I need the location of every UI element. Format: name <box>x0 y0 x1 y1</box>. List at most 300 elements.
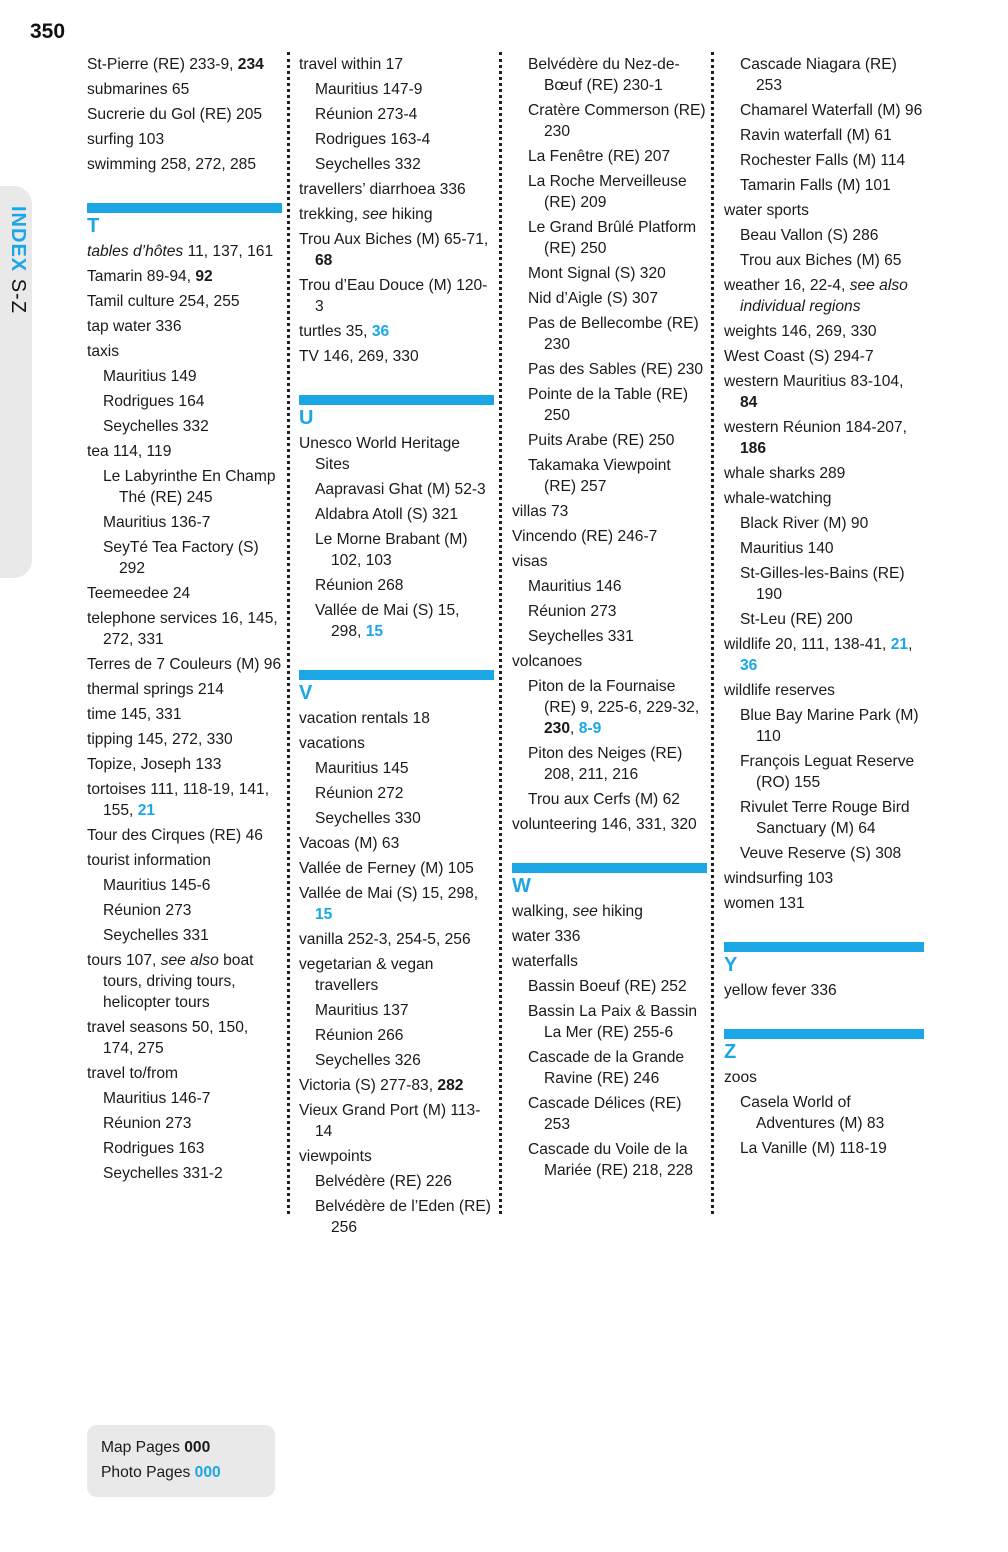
index-entry <box>87 77 282 102</box>
entry-text: Mauritius 146 <box>528 578 622 595</box>
entry-text: Rivulet Terre Rouge Bird Sanctuary (M) 64 <box>740 799 910 837</box>
index-entry <box>724 866 924 891</box>
entry-text: submarines 65 <box>87 81 190 98</box>
index-column-4 <box>724 52 924 1161</box>
heading-bar <box>724 942 924 952</box>
map-page-ref: 68 <box>315 252 333 269</box>
index-entry <box>299 344 494 369</box>
index-subentry <box>299 527 494 573</box>
index-entry <box>87 102 282 127</box>
entry-text: Trou aux Cerfs (M) 62 <box>528 791 680 808</box>
index-entry <box>299 431 494 477</box>
index-entry <box>299 927 494 952</box>
index-subentry <box>299 1169 494 1194</box>
map-page-ref: 234 <box>237 56 264 73</box>
entry-text: tables d’hôtes <box>87 243 184 260</box>
photo-page-ref: 21 <box>137 802 156 819</box>
index-subentry <box>724 98 924 123</box>
column-divider <box>499 52 502 1214</box>
index-entry <box>87 677 282 702</box>
entry-text: West Coast (S) 294-7 <box>724 348 874 365</box>
entry-text: weather 16, 22-4, <box>724 277 850 294</box>
photo-page-ref: 15 <box>365 623 384 640</box>
index-entry <box>87 52 282 77</box>
entry-text: walking, <box>512 903 573 920</box>
index-entry <box>87 848 282 873</box>
index-entry <box>512 499 707 524</box>
entry-text: turtles 35, <box>299 323 372 340</box>
heading-bar <box>724 1029 924 1039</box>
index-entry <box>724 978 924 1003</box>
index-subentry <box>724 536 924 561</box>
index-entry <box>724 1065 924 1090</box>
entry-text: Rodrigues 163-4 <box>315 131 431 148</box>
entry-text: villas 73 <box>512 503 569 520</box>
entry-text: whale sharks 289 <box>724 465 846 482</box>
entry-text: Mauritius 145-6 <box>103 877 211 894</box>
index-subentry <box>299 77 494 102</box>
entry-text: Unesco World Heritage Sites <box>299 435 460 473</box>
entry-text: Le Morne Brabant (M) 102, 103 <box>315 531 468 569</box>
index-entry <box>87 439 282 464</box>
index-subentry <box>724 561 924 607</box>
entry-text: Tamil culture 254, 255 <box>87 293 240 310</box>
entry-text: Réunion 268 <box>315 577 404 594</box>
entry-text: hiking <box>597 903 643 920</box>
index-subentry <box>512 574 707 599</box>
entry-text: whale-watching <box>724 490 832 507</box>
heading-bar <box>299 670 494 680</box>
entry-text: Vallée de Mai (S) 15, 298, <box>315 602 460 640</box>
index-subentry <box>512 98 707 144</box>
index-entry <box>724 461 924 486</box>
index-entry <box>512 924 707 949</box>
entry-text: tourist information <box>87 852 211 869</box>
index-subentry <box>724 1090 924 1136</box>
index-subentry <box>512 52 707 98</box>
entry-text: La Roche Merveilleuse (RE) 209 <box>528 173 687 211</box>
index-subentry <box>87 1111 282 1136</box>
index-subentry <box>724 173 924 198</box>
index-column-1 <box>87 52 282 1186</box>
section-label <box>6 206 29 314</box>
index-entry <box>87 727 282 752</box>
index-subentry <box>87 414 282 439</box>
heading-letter: W <box>512 875 531 897</box>
entry-text: see <box>362 206 388 223</box>
index-entry <box>87 239 282 264</box>
index-entry <box>87 152 282 177</box>
page-legend <box>87 1425 275 1497</box>
index-entry <box>299 856 494 881</box>
entry-text: Black River (M) 90 <box>740 515 869 532</box>
heading-bar <box>512 863 707 873</box>
entry-text: Takamaka Viewpoint (RE) 257 <box>528 457 671 495</box>
entry-text: Beau Vallon (S) 286 <box>740 227 879 244</box>
index-entry <box>512 812 707 837</box>
entry-text: Topize, Joseph 133 <box>87 756 222 773</box>
index-subentry <box>512 144 707 169</box>
index-entry <box>724 344 924 369</box>
index-subentry <box>512 674 707 741</box>
index-entry <box>299 202 494 227</box>
index-entry <box>724 369 924 415</box>
map-page-ref: 282 <box>437 1077 464 1094</box>
index-subentry <box>299 102 494 127</box>
column-divider <box>287 52 290 1214</box>
entry-text: vacations <box>299 735 365 752</box>
index-subentry <box>299 477 494 502</box>
index-subentry <box>512 999 707 1045</box>
entry-text: 11, 137, 161 <box>183 243 274 260</box>
index-subentry <box>299 598 494 644</box>
index-entry <box>299 706 494 731</box>
index-subentry <box>512 599 707 624</box>
letter-heading <box>724 942 924 978</box>
entry-text: volcanoes <box>512 653 583 670</box>
entry-text: Le Grand Brûlé Platform (RE) 250 <box>528 219 697 257</box>
entry-text: see also <box>160 952 219 969</box>
entry-text: Nid d’Aigle (S) 307 <box>528 290 659 307</box>
index-subentry <box>724 52 924 98</box>
index-subentry <box>299 127 494 152</box>
index-subentry <box>512 1137 707 1183</box>
entry-text: Chamarel Waterfall (M) 96 <box>740 102 923 119</box>
letter-heading <box>299 395 494 431</box>
entry-text: Réunion 273 <box>528 603 617 620</box>
index-subentry <box>512 1045 707 1091</box>
entry-text: Aapravasi Ghat (M) 52-3 <box>315 481 486 498</box>
index-subentry <box>512 787 707 812</box>
entry-text: Seychelles 331-2 <box>103 1165 223 1182</box>
index-entry <box>724 415 924 461</box>
entry-text: weights 146, 269, 330 <box>724 323 877 340</box>
map-page-ref: 230 <box>544 720 571 737</box>
index-entry <box>512 549 707 574</box>
index-subentry <box>512 741 707 787</box>
entry-text: Mauritius 136-7 <box>103 514 211 531</box>
entry-text: Réunion 273 <box>103 1115 192 1132</box>
index-entry <box>87 606 282 652</box>
entry-text: wildlife 20, 111, 138-41, <box>724 636 891 653</box>
index-subentry <box>512 624 707 649</box>
index-subentry <box>87 464 282 510</box>
entry-text: surfing 103 <box>87 131 165 148</box>
index-subentry <box>87 1161 282 1186</box>
entry-text: boat tours, driving tours, helicopter tours <box>103 952 254 1011</box>
index-entry <box>299 952 494 998</box>
heading-bar <box>299 395 494 405</box>
index-subentry <box>87 510 282 535</box>
index-subentry <box>299 806 494 831</box>
entry-text: Rodrigues 164 <box>103 393 205 410</box>
entry-text: Seychelles 330 <box>315 810 421 827</box>
index-entry <box>512 524 707 549</box>
entry-text: Mont Signal (S) 320 <box>528 265 666 282</box>
index-subentry <box>512 453 707 499</box>
entry-text: Trou Aux Biches (M) 65-71, <box>299 231 489 248</box>
entry-text: hiking <box>387 206 433 223</box>
entry-text: Le Labyrinthe En Champ Thé (RE) 245 <box>103 468 276 506</box>
index-subentry <box>724 1136 924 1161</box>
entry-text: Pas des Sables (RE) 230 <box>528 361 704 378</box>
index-subentry <box>512 428 707 453</box>
letter-heading <box>512 863 707 899</box>
entry-text: Belvédère de l’Eden (RE) 256 <box>315 1198 491 1236</box>
entry-text: Belvédère du Nez-de-Bœuf (RE) 230-1 <box>528 56 680 94</box>
entry-text: Piton des Neiges (RE) 208, 211, 216 <box>528 745 683 783</box>
entry-text: Blue Bay Marine Park (M) 110 <box>740 707 919 745</box>
index-entry <box>299 177 494 202</box>
entry-text: telephone services 16, 145, 272, 331 <box>87 610 278 648</box>
index-subentry <box>299 502 494 527</box>
map-page-ref: 186 <box>740 440 767 457</box>
index-subentry <box>87 389 282 414</box>
index-entry <box>87 1015 282 1061</box>
index-subentry <box>512 357 707 382</box>
entry-text: Cascade Niagara (RE) 253 <box>740 56 897 94</box>
legend-photo-pages: Photo Pages 000 <box>101 1464 221 1481</box>
photo-page-ref: 8-9 <box>578 720 602 737</box>
heading-bar <box>87 203 282 213</box>
entry-text: Mauritius 147-9 <box>315 81 423 98</box>
index-subentry <box>724 841 924 866</box>
section-range: S-Z <box>7 278 29 314</box>
index-entry <box>87 289 282 314</box>
index-subentry <box>87 535 282 581</box>
index-entry <box>299 881 494 927</box>
index-subentry <box>512 169 707 215</box>
index-subentry <box>512 261 707 286</box>
index-subentry <box>724 749 924 795</box>
index-subentry <box>512 286 707 311</box>
index-subentry <box>87 1086 282 1111</box>
index-entry <box>87 702 282 727</box>
entry-text: Mauritius 140 <box>740 540 834 557</box>
index-entry <box>299 1073 494 1098</box>
entry-text: yellow fever 336 <box>724 982 837 999</box>
entry-text: Tamarin Falls (M) 101 <box>740 177 891 194</box>
index-entry <box>724 198 924 223</box>
entry-text: travellers’ diarrhoea 336 <box>299 181 466 198</box>
entry-text: Seychelles 332 <box>103 418 209 435</box>
entry-text: Bassin Boeuf (RE) 252 <box>528 978 687 995</box>
entry-text: Bassin La Paix & Bassin La Mer (RE) 255-6 <box>528 1003 698 1041</box>
index-entry <box>299 831 494 856</box>
column-divider <box>711 52 714 1214</box>
entry-text: Trou aux Biches (M) 65 <box>740 252 902 269</box>
index-entry <box>87 752 282 777</box>
index-subentry <box>512 974 707 999</box>
index-subentry <box>299 1023 494 1048</box>
entry-text: Terres de 7 Couleurs (M) 96 <box>87 656 282 673</box>
entry-text: Rodrigues 163 <box>103 1140 205 1157</box>
entry-text: Aldabra Atoll (S) 321 <box>315 506 459 523</box>
entry-text: Veuve Reserve (S) 308 <box>740 845 902 862</box>
index-entry <box>299 1144 494 1169</box>
index-entry <box>87 339 282 364</box>
entry-text: François Leguat Reserve (RO) 155 <box>740 753 915 791</box>
entry-text: Réunion 272 <box>315 785 404 802</box>
entry-text: Réunion 266 <box>315 1027 404 1044</box>
heading-letter: T <box>87 215 100 237</box>
index-subentry <box>87 364 282 389</box>
index-entry <box>299 273 494 319</box>
entry-text: Cascade de la Grande Ravine (RE) 246 <box>528 1049 685 1087</box>
entry-text: Réunion 273-4 <box>315 106 418 123</box>
index-subentry <box>299 573 494 598</box>
index-subentry <box>724 511 924 536</box>
index-subentry <box>724 223 924 248</box>
index-entry <box>299 731 494 756</box>
entry-text: Victoria (S) 277-83, <box>299 1077 438 1094</box>
entry-text: Rochester Falls (M) 114 <box>740 152 906 169</box>
entry-text: Tour des Cirques (RE) 46 <box>87 827 263 844</box>
entry-text: , <box>570 720 579 737</box>
entry-text: western Réunion 184-207, <box>724 419 907 436</box>
entry-text: taxis <box>87 343 120 360</box>
entry-text: waterfalls <box>512 953 578 970</box>
entry-text: western Mauritius 83-104, <box>724 373 904 390</box>
entry-text: tortoises 111, 118-19, 141, 155, <box>87 781 270 819</box>
entry-text: Réunion 273 <box>103 902 192 919</box>
entry-text: Vacoas (M) 63 <box>299 835 400 852</box>
index-column-3 <box>512 52 707 1183</box>
entry-text: St-Leu (RE) 200 <box>740 611 853 628</box>
entry-text: windsurfing 103 <box>724 870 834 887</box>
entry-text: zoos <box>724 1069 757 1086</box>
entry-text: travel seasons 50, 150, 174, 275 <box>87 1019 249 1057</box>
entry-text: Mauritius 146-7 <box>103 1090 211 1107</box>
index-entry <box>87 581 282 606</box>
entry-text: Trou d’Eau Douce (M) 120-3 <box>299 277 488 315</box>
entry-text: Seychelles 331 <box>528 628 634 645</box>
entry-text: travel within 17 <box>299 56 404 73</box>
entry-text: Cratère Commerson (RE) 230 <box>528 102 706 140</box>
entry-text: , <box>908 636 913 653</box>
index-subentry <box>299 1048 494 1073</box>
entry-text: viewpoints <box>299 1148 372 1165</box>
entry-text: Pas de Bellecombe (RE) 230 <box>528 315 699 353</box>
entry-text: La Fenêtre (RE) 207 <box>528 148 671 165</box>
index-subentry <box>299 152 494 177</box>
index-subentry <box>299 756 494 781</box>
entry-text: trekking, <box>299 206 363 223</box>
index-subentry <box>299 781 494 806</box>
entry-text: Sucrerie du Gol (RE) 205 <box>87 106 263 123</box>
heading-letter: U <box>299 407 314 429</box>
photo-page-ref: 15 <box>315 906 333 923</box>
heading-letter: Y <box>724 954 738 976</box>
entry-text: Mauritius 149 <box>103 368 197 385</box>
entry-text: Vallée de Mai (S) 15, 298, <box>299 885 479 902</box>
entry-text: tours 107, <box>87 952 161 969</box>
index-subentry <box>512 1091 707 1137</box>
index-subentry <box>512 311 707 357</box>
entry-text: SeyTé Tea Factory (S) 292 <box>103 539 259 577</box>
index-subentry <box>724 795 924 841</box>
entry-text: Teemeedee 24 <box>87 585 191 602</box>
index-entry <box>512 899 707 924</box>
entry-text: Cascade Délices (RE) 253 <box>528 1095 682 1133</box>
index-subentry <box>87 873 282 898</box>
index-subentry <box>724 148 924 173</box>
legend-map-pages: Map Pages 000 <box>101 1439 211 1456</box>
entry-text: Mauritius 145 <box>315 760 409 777</box>
heading-letter: V <box>299 682 313 704</box>
entry-text: Seychelles 331 <box>103 927 209 944</box>
page-number: 350 <box>30 20 66 43</box>
index-column-2 <box>299 52 494 1240</box>
section-title: INDEX <box>7 206 29 273</box>
entry-text: Piton de la Fournaise (RE) 9, 225-6, 229-32, <box>528 678 700 716</box>
entry-text: Vallée de Ferney (M) 105 <box>299 860 474 877</box>
index-entry <box>724 486 924 511</box>
index-entry <box>87 652 282 677</box>
entry-text: time 145, 331 <box>87 706 182 723</box>
entry-text: Mauritius 137 <box>315 1002 409 1019</box>
index-subentry <box>299 998 494 1023</box>
letter-heading <box>87 203 282 239</box>
entry-text: tea 114, 119 <box>87 443 172 460</box>
heading-letter: Z <box>724 1041 737 1063</box>
entry-text: wildlife reserves <box>724 682 835 699</box>
index-entry <box>299 52 494 77</box>
entry-text: Cascade du Voile de la Mariée (RE) 218, 228 <box>528 1141 694 1179</box>
index-entry <box>724 632 924 678</box>
entry-text: women 131 <box>724 895 805 912</box>
entry-text: tap water 336 <box>87 318 182 335</box>
entry-text: vanilla 252-3, 254-5, 256 <box>299 931 471 948</box>
index-entry <box>299 319 494 344</box>
entry-text: Seychelles 326 <box>315 1052 421 1069</box>
entry-text: La Vanille (M) 118-19 <box>740 1140 887 1157</box>
entry-text: Belvédère (RE) 226 <box>315 1173 452 1190</box>
entry-text: tipping 145, 272, 330 <box>87 731 233 748</box>
entry-text: see also individual regions <box>740 277 908 315</box>
entry-text: Puits Arabe (RE) 250 <box>528 432 675 449</box>
entry-text: see <box>572 903 598 920</box>
letter-heading <box>724 1029 924 1065</box>
entry-text: St-Pierre (RE) 233-9, <box>87 56 238 73</box>
index-entry <box>299 1098 494 1144</box>
photo-page-ref: 36 <box>371 323 390 340</box>
index-subentry <box>299 1194 494 1240</box>
map-page-ref: 92 <box>195 268 213 285</box>
index-entry <box>724 273 924 319</box>
index-entry <box>724 678 924 703</box>
index-entry <box>87 127 282 152</box>
index-subentry <box>512 382 707 428</box>
index-entry <box>87 823 282 848</box>
entry-text: vacation rentals 18 <box>299 710 430 727</box>
index-subentry <box>724 607 924 632</box>
entry-text: Tamarin 89-94, <box>87 268 196 285</box>
index-entry <box>87 264 282 289</box>
index-entry <box>512 649 707 674</box>
entry-text: Vincendo (RE) 246-7 <box>512 528 658 545</box>
entry-text: swimming 258, 272, 285 <box>87 156 257 173</box>
index-subentry <box>87 923 282 948</box>
map-page-ref: 84 <box>740 394 758 411</box>
entry-text: Vieux Grand Port (M) 113-14 <box>299 1102 481 1140</box>
entry-text: thermal springs 214 <box>87 681 224 698</box>
index-entry <box>724 891 924 916</box>
letter-heading <box>299 670 494 706</box>
entry-text: Casela World of Adventures (M) 83 <box>740 1094 885 1132</box>
entry-text: water sports <box>724 202 809 219</box>
index-entry <box>87 777 282 823</box>
